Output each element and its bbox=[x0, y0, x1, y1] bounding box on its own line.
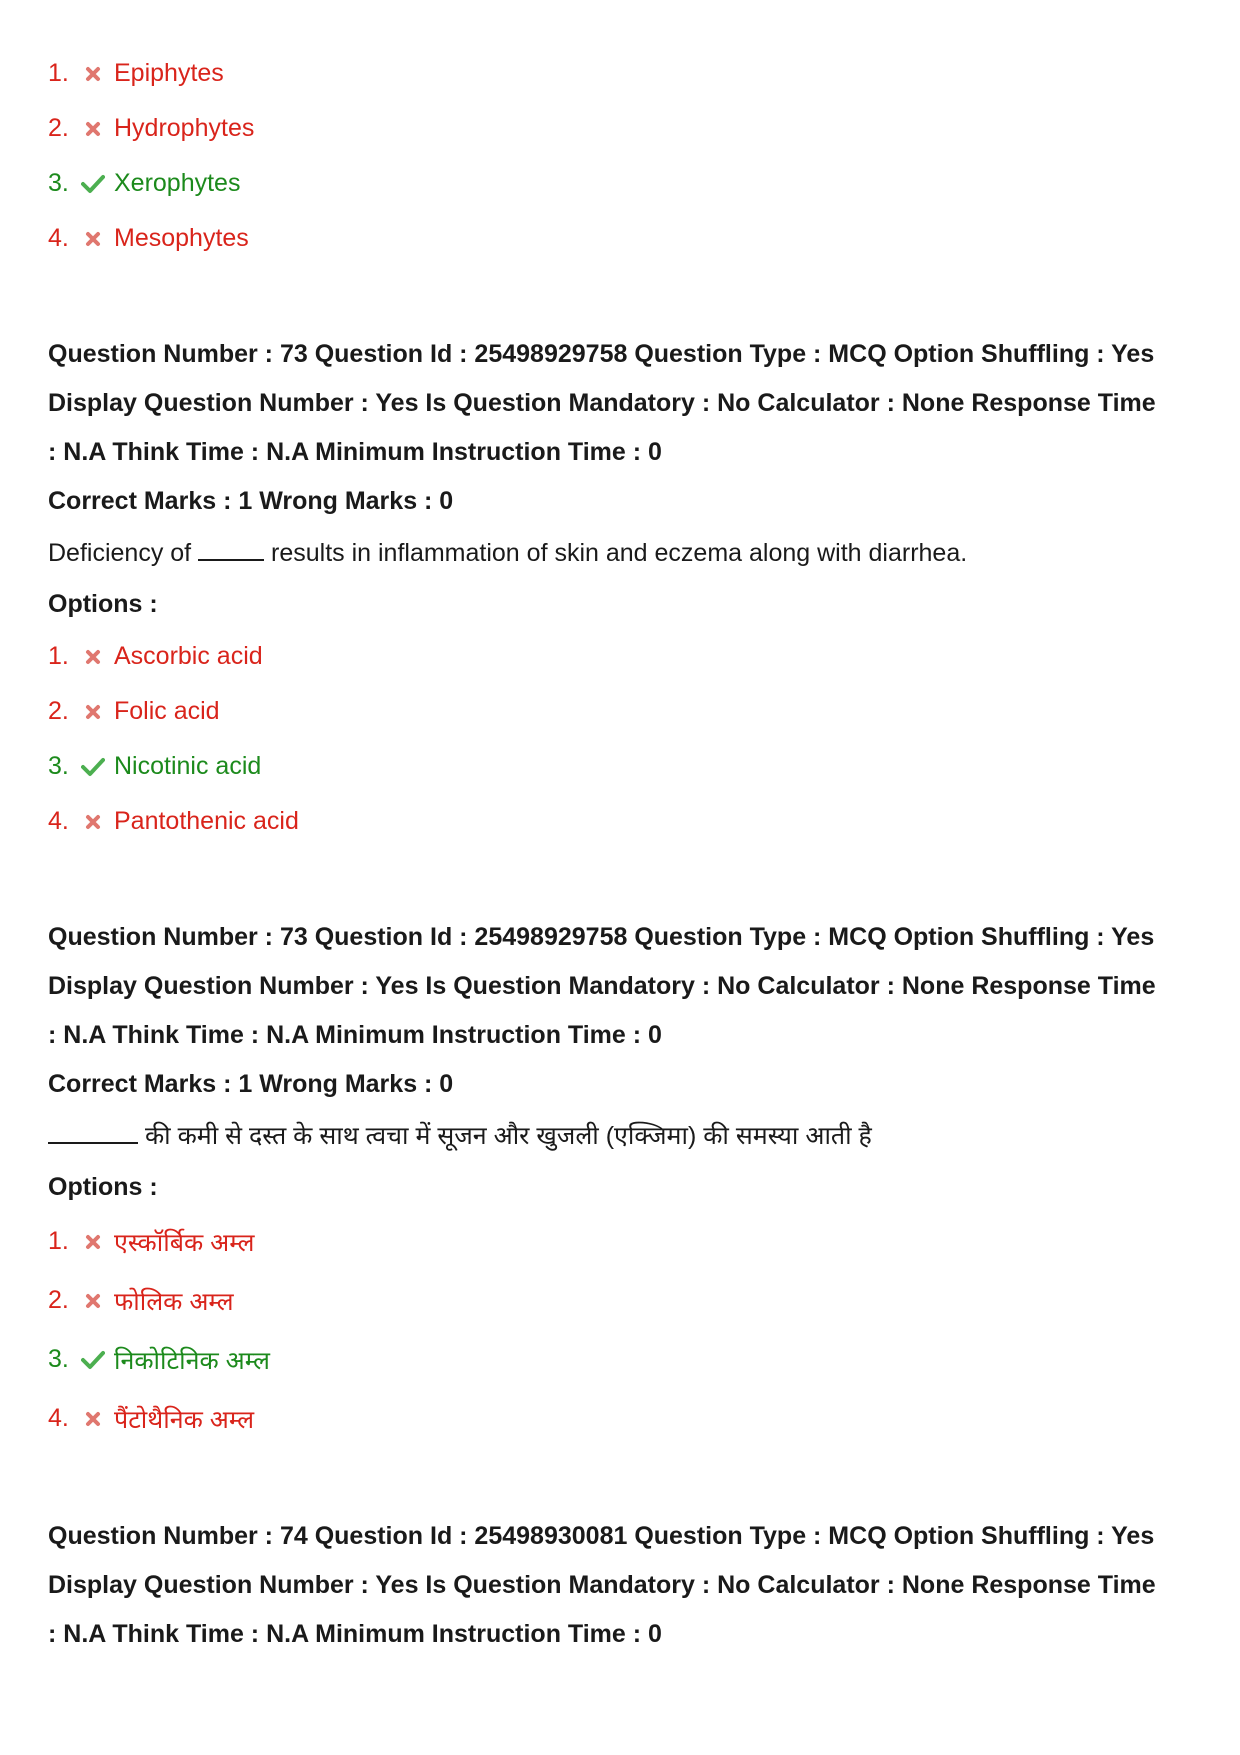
question-block bbox=[48, 330, 1192, 849]
option-label: Nicotinic acid bbox=[114, 752, 262, 780]
option-item bbox=[48, 629, 1192, 684]
option-label: पैंटोथैनिक अम्ल bbox=[114, 1405, 255, 1434]
option-number: 1. bbox=[48, 642, 69, 670]
option-item bbox=[48, 101, 1192, 156]
meta-line: : N.A Think Time : N.A Minimum Instruction Time : 0 bbox=[48, 438, 662, 466]
option-number: 4. bbox=[48, 807, 69, 835]
question-meta bbox=[48, 1512, 1192, 1659]
cross-icon bbox=[78, 231, 108, 247]
question-text-after: results in inflammation of skin and eczema along with diarrhea. bbox=[264, 539, 968, 567]
options-list bbox=[48, 46, 1192, 266]
cross-icon bbox=[78, 1293, 108, 1309]
option-item bbox=[48, 794, 1192, 849]
option-label: एस्कॉर्बिक अम्ल bbox=[114, 1228, 255, 1257]
question-meta bbox=[48, 913, 1192, 1109]
option-number: 1. bbox=[48, 59, 69, 87]
option-label: Folic acid bbox=[114, 697, 220, 725]
option-item bbox=[48, 1212, 1192, 1271]
option-number: 3. bbox=[48, 752, 69, 780]
options-list bbox=[48, 1212, 1192, 1448]
option-item bbox=[48, 156, 1192, 211]
option-item bbox=[48, 211, 1192, 266]
meta-line: : N.A Think Time : N.A Minimum Instruction Time : 0 bbox=[48, 1620, 662, 1648]
options-heading: Options : bbox=[48, 590, 158, 618]
option-number: 2. bbox=[48, 1286, 69, 1314]
cross-icon bbox=[78, 66, 108, 82]
question-text-before: Deficiency of bbox=[48, 539, 199, 567]
cross-icon bbox=[78, 704, 108, 720]
option-number: 2. bbox=[48, 697, 69, 725]
question-block bbox=[48, 1512, 1192, 1659]
question-block bbox=[48, 913, 1192, 1448]
option-item bbox=[48, 684, 1192, 739]
option-number: 1. bbox=[48, 1227, 69, 1255]
option-number: 4. bbox=[48, 1404, 69, 1432]
meta-line: Display Question Number : Yes Is Question Mandatory : No Calculator : None Response Time bbox=[48, 972, 1156, 1000]
option-label: Ascorbic acid bbox=[114, 642, 263, 670]
option-label: निकोटिनिक अम्ल bbox=[114, 1346, 270, 1375]
option-number: 2. bbox=[48, 114, 69, 142]
option-label: Pantothenic acid bbox=[114, 807, 299, 835]
options-list bbox=[48, 629, 1192, 849]
meta-line: Question Number : 74 Question Id : 25498930081 Question Type : MCQ Option Shuffling : Yes bbox=[48, 1522, 1155, 1550]
option-item bbox=[48, 1271, 1192, 1330]
marks-line: Correct Marks : 1 Wrong Marks : 0 bbox=[48, 1070, 454, 1098]
meta-line: Question Number : 73 Question Id : 25498929758 Question Type : MCQ Option Shuffling : Yes bbox=[48, 923, 1155, 951]
option-item bbox=[48, 1389, 1192, 1448]
option-item bbox=[48, 739, 1192, 794]
cross-icon bbox=[78, 121, 108, 137]
meta-line: Display Question Number : Yes Is Question Mandatory : No Calculator : None Response Time bbox=[48, 389, 1156, 417]
meta-line: Display Question Number : Yes Is Question Mandatory : No Calculator : None Response Time bbox=[48, 1571, 1156, 1599]
check-icon bbox=[78, 757, 108, 777]
cross-icon bbox=[78, 814, 108, 830]
question-text bbox=[48, 526, 1192, 580]
cross-icon bbox=[78, 649, 108, 665]
option-label: फोलिक अम्ल bbox=[114, 1287, 234, 1316]
option-label: Hydrophytes bbox=[114, 114, 255, 142]
option-number: 4. bbox=[48, 224, 69, 252]
option-label: Mesophytes bbox=[114, 224, 249, 252]
option-item bbox=[48, 1330, 1192, 1389]
meta-line: Question Number : 73 Question Id : 25498929758 Question Type : MCQ Option Shuffling : Yes bbox=[48, 340, 1155, 368]
answer-blank bbox=[198, 539, 264, 561]
cross-icon bbox=[78, 1234, 108, 1250]
question-text-after: की कमी से दस्त के साथ त्वचा में सूजन और खुजली (एक्जिमा) की समस्या आती है bbox=[138, 1122, 872, 1150]
marks-line: Correct Marks : 1 Wrong Marks : 0 bbox=[48, 487, 454, 515]
check-icon bbox=[78, 174, 108, 194]
question-meta bbox=[48, 330, 1192, 526]
cross-icon bbox=[78, 1411, 108, 1427]
option-number: 3. bbox=[48, 1345, 69, 1373]
options-heading: Options : bbox=[48, 1173, 158, 1201]
check-icon bbox=[78, 1350, 108, 1370]
option-label: Xerophytes bbox=[114, 169, 241, 197]
answer-blank bbox=[48, 1122, 138, 1144]
option-item bbox=[48, 46, 1192, 101]
option-label: Epiphytes bbox=[114, 59, 224, 87]
question-text bbox=[48, 1109, 1192, 1163]
meta-line: : N.A Think Time : N.A Minimum Instruction Time : 0 bbox=[48, 1021, 662, 1049]
option-number: 3. bbox=[48, 169, 69, 197]
